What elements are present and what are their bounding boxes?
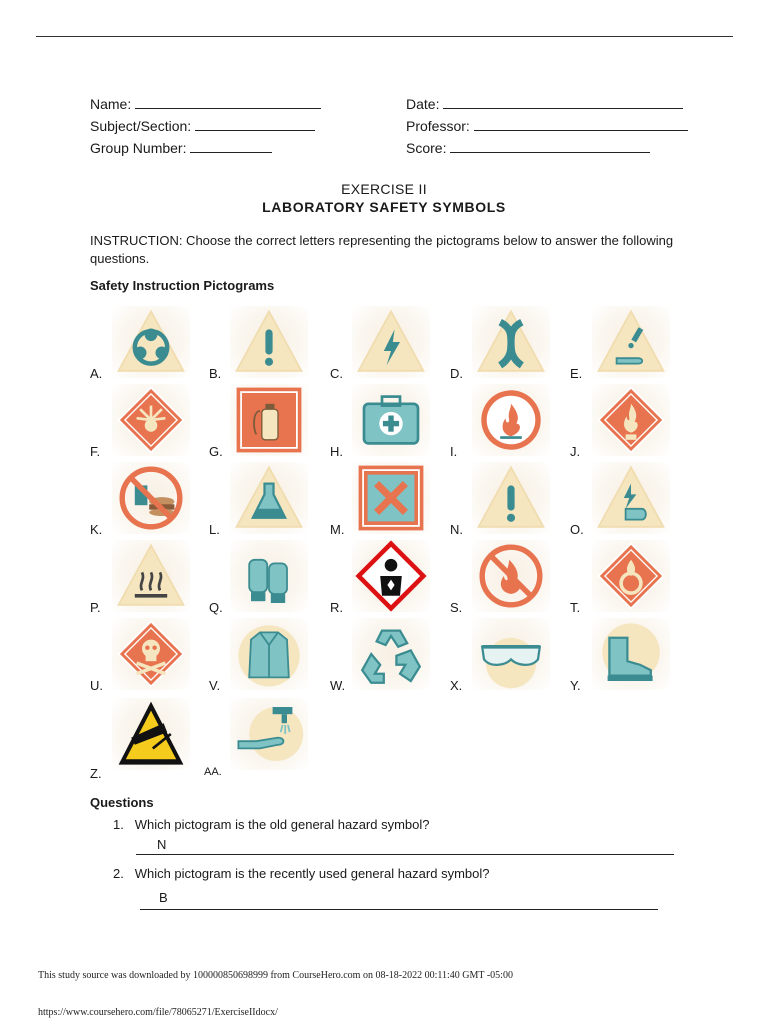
- subject-label: Subject/Section:: [90, 118, 192, 134]
- group-field[interactable]: [90, 138, 272, 157]
- harmful-x-icon: [352, 462, 430, 534]
- safety-boots-icon: [592, 618, 670, 690]
- question-text: Which pictogram is the old general hazard symbol?: [134, 817, 430, 832]
- score-field[interactable]: [406, 138, 650, 157]
- pictogram-letter: Y.: [570, 678, 581, 693]
- source-url[interactable]: https://www.coursehero.com/file/78065271/ExerciseIIdocx/: [38, 1007, 278, 1018]
- recycle-icon: [352, 618, 430, 690]
- group-blank[interactable]: [190, 138, 272, 153]
- explosive-diamond-icon: [112, 384, 190, 456]
- subject-field[interactable]: [90, 116, 315, 135]
- score-blank[interactable]: [450, 138, 650, 153]
- name-field[interactable]: [90, 94, 321, 113]
- answer-1-line: [136, 854, 674, 855]
- oxidizer-diamond-icon: [592, 540, 670, 612]
- fire-extinguisher-icon: [230, 384, 308, 456]
- pictogram-letter: N.: [450, 522, 463, 537]
- pictogram-letter: J.: [570, 444, 581, 459]
- pictogram-letter: AA.: [204, 766, 222, 778]
- corrosive-dna-icon: [472, 306, 550, 378]
- date-label: Date:: [406, 96, 440, 112]
- pictogram-letter: W.: [330, 678, 346, 693]
- electrical-hazard-icon: [352, 306, 430, 378]
- pictogram-letter: H.: [330, 444, 343, 459]
- hot-surface-icon: [112, 540, 190, 612]
- no-open-flame-icon: [472, 540, 550, 612]
- flask-hazard-icon: [230, 462, 308, 534]
- old-general-hazard-icon: [472, 462, 550, 534]
- group-label: Group Number:: [90, 140, 187, 156]
- first-aid-kit-icon: [352, 384, 430, 456]
- toxic-skull-icon: [112, 618, 190, 690]
- question-text: Which pictogram is the recently used general hazard symbol?: [134, 866, 490, 881]
- flammable-diamond-icon: [592, 384, 670, 456]
- question-2: [113, 865, 489, 883]
- hand-wash-icon: [230, 698, 308, 770]
- name-blank[interactable]: [135, 94, 321, 109]
- answer-2[interactable]: B: [159, 890, 168, 905]
- professor-field[interactable]: [406, 116, 688, 135]
- pictogram-letter: D.: [450, 366, 463, 381]
- professor-label: Professor:: [406, 118, 470, 134]
- name-label: Name:: [90, 96, 132, 112]
- pictogram-letter: O.: [570, 522, 584, 537]
- pictogram-letter: E.: [570, 366, 583, 381]
- instruction-text: INSTRUCTION: Choose the correct letters representing the pictograms below to answer the following questions.: [90, 233, 674, 266]
- download-notice: This study source was downloaded by 100000850698999 from CourseHero.com on 08-18-2022 00:11:40 GMT -05:00: [38, 970, 513, 981]
- answer-2-line: [140, 909, 658, 910]
- no-food-drink-icon: [112, 462, 190, 534]
- date-blank[interactable]: [443, 94, 683, 109]
- sharp-object-icon: [112, 698, 190, 770]
- pictogram-letter: I.: [450, 444, 458, 459]
- pictogram-letter: A.: [90, 366, 103, 381]
- pictogram-letter: U.: [90, 678, 103, 693]
- exercise-title: EXERCISE II: [341, 181, 427, 197]
- pictogram-letter: M.: [330, 522, 345, 537]
- pictogram-letter: B.: [209, 366, 222, 381]
- pictogram-letter: G.: [209, 444, 223, 459]
- gloves-icon: [230, 540, 308, 612]
- pictogram-letter: V.: [209, 678, 221, 693]
- pictogram-letter: C.: [330, 366, 343, 381]
- pictogram-letter: Z.: [90, 766, 102, 781]
- question-number: 1.: [113, 817, 124, 832]
- subject-blank[interactable]: [195, 116, 315, 131]
- pictogram-letter: P.: [90, 600, 101, 615]
- pictogram-letter: K.: [90, 522, 103, 537]
- professor-blank[interactable]: [474, 116, 688, 131]
- pictogram-letter: L.: [209, 522, 220, 537]
- score-label: Score:: [406, 140, 447, 156]
- pictogram-letter: X.: [450, 678, 463, 693]
- chemical-skin-hazard-icon: [592, 306, 670, 378]
- date-field[interactable]: [406, 94, 683, 113]
- safety-goggles-icon: [472, 618, 550, 690]
- exercise-subtitle: LABORATORY SAFETY SYMBOLS: [262, 199, 506, 215]
- pictogram-letter: S.: [450, 600, 463, 615]
- questions-heading: Questions: [90, 795, 154, 810]
- lab-coat-icon: [230, 618, 308, 690]
- health-hazard-icon: [352, 540, 430, 612]
- electric-hand-icon: [592, 462, 670, 534]
- pictogram-letter: R.: [330, 600, 343, 615]
- top-rule: [36, 36, 733, 37]
- pictograms-heading: Safety Instruction Pictograms: [90, 278, 275, 293]
- flammable-circle-icon: [472, 384, 550, 456]
- question-number: 2.: [113, 866, 124, 881]
- biohazard-icon: [112, 306, 190, 378]
- answer-1[interactable]: N: [157, 837, 167, 852]
- question-1: [113, 816, 430, 834]
- pictogram-letter: T.: [570, 600, 581, 615]
- pictogram-letter: F.: [90, 444, 101, 459]
- pictogram-letter: Q.: [209, 600, 223, 615]
- exclamation-triangle-icon: [230, 306, 308, 378]
